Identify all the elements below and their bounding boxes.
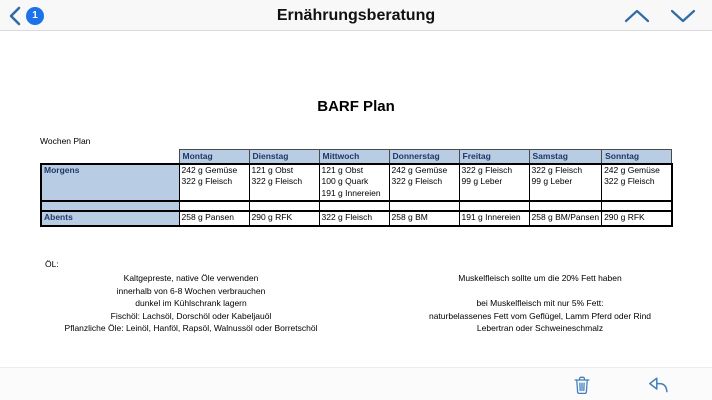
note-line: bei Muskelfleisch mit nur 5% Fett: bbox=[476, 298, 604, 309]
delete-button[interactable] bbox=[566, 369, 598, 400]
reply-arrow-icon bbox=[646, 374, 670, 396]
oil-notes-block bbox=[36, 272, 346, 335]
note-line: Pflanzliche Öle: Leinöl, Hanföl, Rapsöl, Walnussöl oder Borretschöl bbox=[64, 323, 318, 334]
note-line: naturbelassenes Fett vom Geflügel, Lamm Pferd oder Rind bbox=[428, 310, 652, 321]
meal-cell bbox=[179, 201, 249, 211]
meal-cell: 121 g Obst 322 g Fleisch bbox=[249, 164, 319, 201]
document-title: BARF Plan bbox=[317, 98, 395, 115]
meal-cell bbox=[459, 201, 529, 211]
note-line: Lebertran oder Schweineschmalz bbox=[476, 323, 604, 334]
meal-cell: 258 g Pansen bbox=[179, 211, 249, 226]
meal-cell bbox=[249, 201, 319, 211]
meal-cell: 242 g Gemüse 322 g Fleisch bbox=[179, 164, 249, 201]
meal-cell bbox=[319, 201, 389, 211]
note-line: Kaltgepreste, native Öle verwenden bbox=[123, 273, 259, 283]
meal-cell: 322 g Fleisch 99 g Leber bbox=[529, 164, 602, 201]
top-nav-bar bbox=[0, 0, 712, 31]
meal-cell: 258 g BM/Pansen bbox=[529, 211, 602, 226]
meal-cell: 322 g Fleisch 99 g Leber bbox=[459, 164, 529, 201]
day-header-cell: Sonntag bbox=[602, 150, 672, 164]
table-row bbox=[41, 211, 672, 226]
table-row bbox=[41, 164, 672, 201]
row-label-cell bbox=[41, 201, 179, 211]
meal-cell: 322 g Fleisch bbox=[319, 211, 389, 226]
note-line: innerhalb von 6-8 Wochen verbrauchen bbox=[116, 285, 266, 296]
fat-notes-block bbox=[404, 272, 676, 335]
meal-cell: 290 g RFK bbox=[249, 211, 319, 226]
meal-cell: 242 g Gemüse 322 g Fleisch bbox=[602, 164, 672, 201]
day-header-cell: Dienstag bbox=[249, 150, 319, 164]
table-caption: Wochen Plan bbox=[40, 136, 91, 146]
note-line: dunkel im Kühlschrank lagern bbox=[135, 298, 247, 309]
message-nav bbox=[624, 0, 696, 31]
day-header-cell: Donnerstag bbox=[389, 150, 459, 164]
day-header-cell: Montag bbox=[179, 150, 249, 164]
row-label-cell: Morgens bbox=[41, 164, 179, 201]
row-label-cell: Abents bbox=[41, 211, 179, 226]
day-header-cell: Mittwoch bbox=[319, 150, 389, 164]
day-header-cell: Freitag bbox=[459, 150, 529, 164]
table-corner-cell bbox=[41, 150, 179, 164]
page-title: Ernährungsberatung bbox=[276, 7, 436, 24]
meal-cell: 121 g Obst 100 g Quark 191 g Innereien bbox=[319, 164, 389, 201]
meal-cell bbox=[602, 201, 672, 211]
oil-section-label: ÖL: bbox=[45, 259, 59, 269]
meal-cell bbox=[529, 201, 602, 211]
previous-message-button[interactable] bbox=[624, 9, 650, 23]
reply-button[interactable] bbox=[642, 369, 674, 400]
note-line: Fischöl: Lachsöl, Dorschöl oder Kabeljauöl bbox=[110, 310, 272, 321]
day-header-cell: Samstag bbox=[529, 150, 602, 164]
note-line: Muskelfleisch sollte um die 20% Fett haben bbox=[458, 273, 622, 283]
trash-icon bbox=[571, 373, 593, 397]
chevron-up-icon bbox=[624, 9, 650, 23]
next-message-button[interactable] bbox=[670, 9, 696, 23]
barf-plan-table bbox=[40, 149, 673, 227]
bottom-toolbar bbox=[0, 367, 712, 400]
note-line bbox=[404, 285, 676, 298]
unread-count-badge: 1 bbox=[26, 7, 44, 25]
meal-cell: 258 g BM bbox=[389, 211, 459, 226]
meal-cell: 191 g Innereien bbox=[459, 211, 529, 226]
chevron-down-icon bbox=[670, 9, 696, 23]
meal-cell bbox=[389, 201, 459, 211]
meal-cell: 290 g RFK bbox=[602, 211, 672, 226]
table-header-row bbox=[41, 150, 672, 164]
meal-cell: 242 g Gemüse 322 g Fleisch bbox=[389, 164, 459, 201]
table-row bbox=[41, 201, 672, 211]
